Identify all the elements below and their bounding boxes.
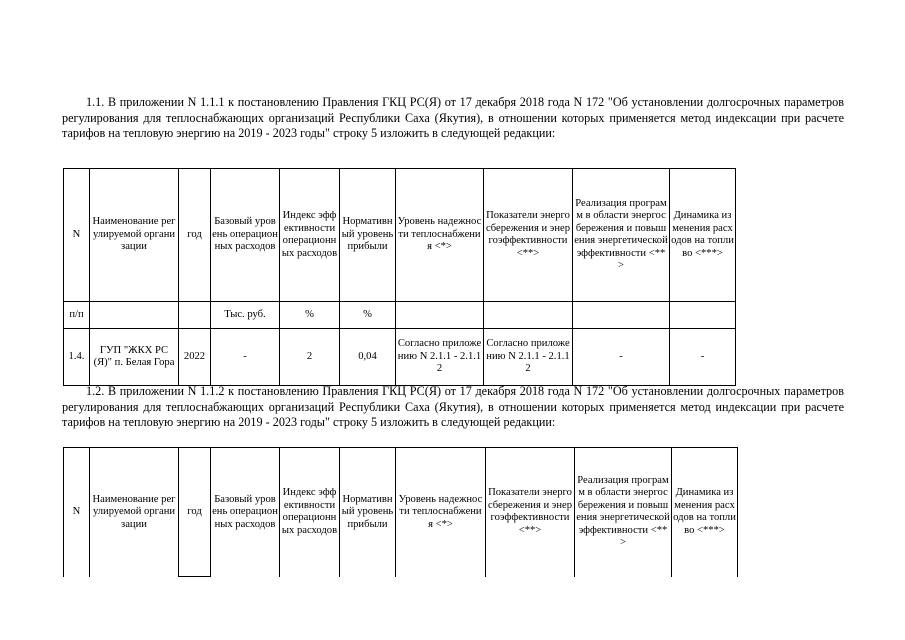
t2-h-org: Наименование регулируемой организации — [90, 448, 179, 577]
t2-h-programs: Реализация программ в области энергосбережения и повышения энергетической эффективности <**> — [575, 448, 672, 577]
t2-h-year: год — [179, 448, 211, 577]
t1-h-energy: Показатели энергосбережения и энергоэффективности <**> — [484, 169, 573, 302]
t1-r-index: 2 — [280, 329, 340, 386]
t1-u-9 — [670, 302, 736, 329]
t1-h-profit: Нормативный уровень прибыли — [340, 169, 396, 302]
t1-h-reliability: Уровень надежности теплоснабжения <*> — [396, 169, 484, 302]
t1-u-7 — [484, 302, 573, 329]
t1-u-1 — [90, 302, 179, 329]
t1-h-programs: Реализация программ в области энергосбережения и повышения энергетической эффективности <**> — [573, 169, 670, 302]
paragraph-1-1 — [62, 95, 844, 142]
table-1-header-row — [64, 169, 736, 302]
paragraph-1-1-text: 1.1. В приложении N 1.1.1 к постановлению Правления ГКЦ РС(Я) от 17 декабря 2018 года N 172 "Об установлении долгосрочных параметров регулирования для теплоснабжающих организаций Республики Саха (Якутия), в отношении которых применяется метод индексации при расчете тарифов на тепловую энергию на 2019 - 2023 годы" строку 5 изложить в следующей редакции: — [62, 95, 844, 140]
t1-u-3: Тыс. руб. — [211, 302, 280, 329]
t1-h-opex: Базовый уровень операционных расходов — [211, 169, 280, 302]
t2-h-opex: Базовый уровень операционных расходов — [211, 448, 280, 577]
t1-r-year: 2022 — [179, 329, 211, 386]
t1-h-org: Наименование регулируемой организации — [90, 169, 179, 302]
t2-h-fuel: Динамика изменения расходов на топливо <***> — [672, 448, 738, 577]
t1-h-index: Индекс эффективности операционных расходов — [280, 169, 340, 302]
t1-u-8 — [573, 302, 670, 329]
t1-h-num: N — [64, 169, 90, 302]
table-1-units-row — [64, 302, 736, 329]
paragraph-1-2-text: 1.2. В приложении N 1.1.2 к постановлению Правления ГКЦ РС(Я) от 17 декабря 2018 года N 172 "Об установлении долгосрочных параметров регулирования для теплоснабжающих организаций Республики Саха (Якутия), в отношении которых применяется метод индексации при расчете тарифов на тепловую энергию на 2019 - 2023 годы" строку 5 изложить в следующей редакции: — [62, 384, 844, 429]
t1-r-programs: - — [573, 329, 670, 386]
t1-r-num: 1.4. — [64, 329, 90, 386]
t2-h-index: Индекс эффективности операционных расходов — [280, 448, 340, 577]
t1-r-opex: - — [211, 329, 280, 386]
t1-u-6 — [396, 302, 484, 329]
t2-h-energy: Показатели энергосбережения и энергоэффективности <**> — [486, 448, 575, 577]
t1-u-5: % — [340, 302, 396, 329]
t1-r-energy: Согласно приложению N 2.1.1 - 2.1.12 — [484, 329, 573, 386]
t1-r-fuel: - — [670, 329, 736, 386]
t1-r-org: ГУП "ЖКХ РС(Я)" п. Белая Гора — [90, 329, 179, 386]
t1-h-year: год — [179, 169, 211, 302]
t1-u-2 — [179, 302, 211, 329]
table-row — [64, 329, 736, 386]
t1-r-reliability: Согласно приложению N 2.1.1 - 2.1.12 — [396, 329, 484, 386]
t2-h-profit: Нормативный уровень прибыли — [340, 448, 396, 577]
t1-h-fuel: Динамика изменения расходов на топливо <***> — [670, 169, 736, 302]
t1-r-profit: 0,04 — [340, 329, 396, 386]
t1-u-0: п/п — [64, 302, 90, 329]
paragraph-1-2 — [62, 384, 844, 431]
table-2 — [63, 447, 738, 577]
t1-u-4: % — [280, 302, 340, 329]
t2-h-reliability: Уровень надежности теплоснабжения <*> — [396, 448, 486, 577]
table-2-header-row — [64, 448, 738, 577]
table-1 — [63, 168, 736, 386]
t2-h-num: N — [64, 448, 90, 577]
